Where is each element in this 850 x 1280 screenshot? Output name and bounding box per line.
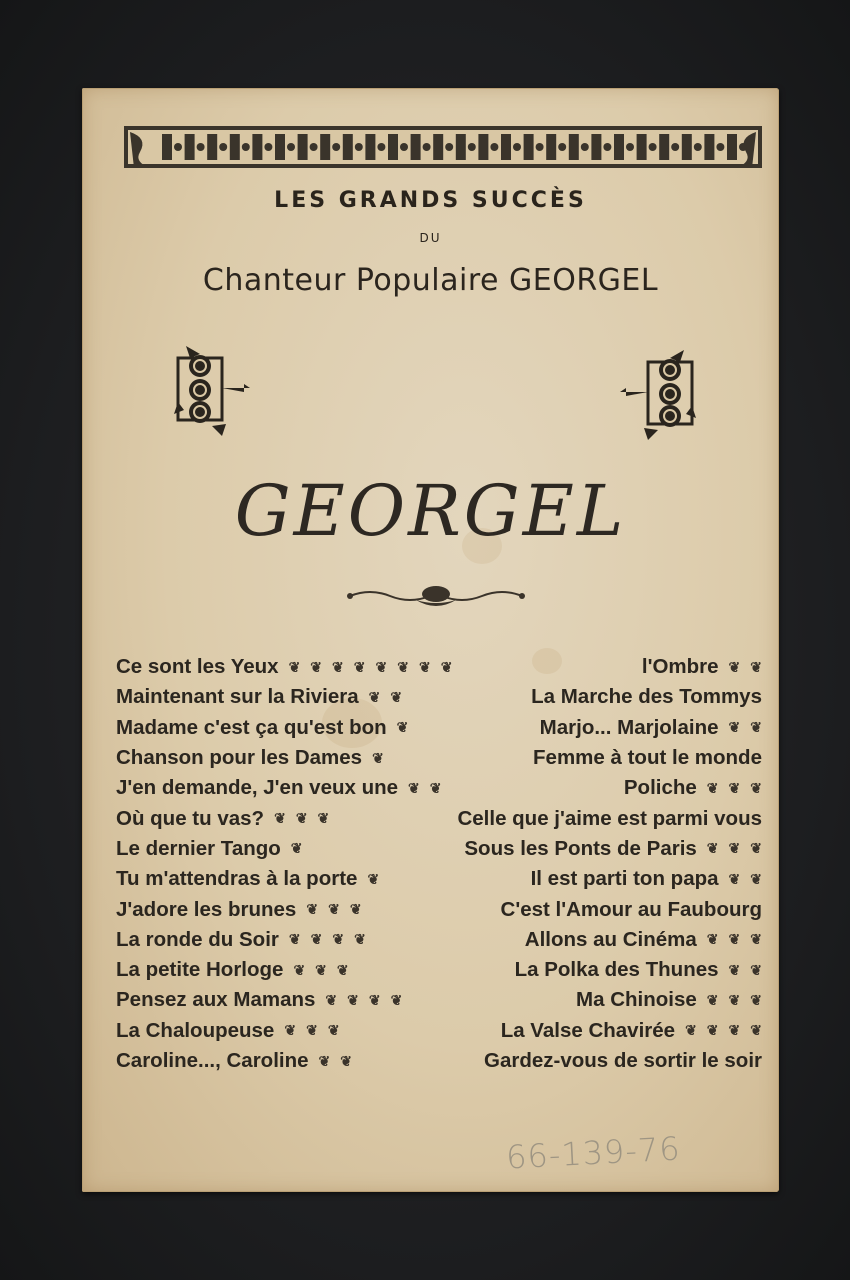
rose-ornament-right [616, 346, 698, 442]
song-title-left: Le dernier Tango [116, 836, 281, 860]
leaf-ornament-icon: ❦ [310, 658, 323, 675]
leaf-ornament-icon: ❦ [429, 779, 442, 796]
song-left-group [116, 1049, 352, 1073]
song-left-group [116, 958, 349, 982]
song-title-left: La petite Horloge [116, 958, 284, 982]
song-title-right: l'Ombre [641, 655, 719, 679]
rose-ornament-left [172, 342, 254, 438]
song-right-group [457, 807, 762, 831]
leaf-ornament-icon: ❦ [290, 840, 303, 857]
leaf-ornament-icon: ❦ [750, 961, 762, 978]
song-right-group [576, 988, 762, 1012]
leaf-ornament-icon: ❦ [728, 931, 741, 948]
leaf-ornament-icon: ❦ [728, 840, 741, 857]
leaf-ornament-icon: ❦ [295, 810, 308, 827]
song-title-right: Allons au Cinéma [524, 927, 697, 951]
leaf-ornament-icon: ❦ [347, 991, 359, 1008]
leaf-ornament-icon: ❦ [327, 1022, 340, 1039]
song-row [116, 834, 762, 864]
leaf-ornament-icon: ❦ [418, 658, 431, 675]
leaf-ornament-icon: ❦ [317, 810, 330, 827]
song-left-group [116, 776, 442, 800]
song-title-right: Gardez-vous de sortir le soir [484, 1049, 762, 1072]
song-row [116, 713, 762, 743]
song-right-group [501, 898, 762, 922]
leaf-ornament-icon: ❦ [367, 870, 380, 887]
main-title: GEORGEL [234, 470, 627, 552]
song-left-group [116, 685, 402, 709]
song-left-group [116, 655, 452, 679]
leaf-ornament-icon: ❦ [368, 688, 381, 705]
leaf-ornament-icon: ❦ [353, 658, 366, 675]
leaf-ornament-icon: ❦ [750, 779, 762, 796]
ornamental-banner [124, 124, 762, 170]
leaf-ornament-icon: ❦ [349, 901, 362, 918]
leaf-ornament-icon: ❦ [728, 719, 741, 736]
song-right-group [515, 958, 762, 982]
song-title-right: Il est parti ton papa [530, 867, 719, 891]
leaf-ornament-icon: ❦ [728, 658, 741, 675]
song-row [116, 1046, 762, 1076]
song-title-right: Marjo... Marjolaine [539, 715, 719, 739]
header-top-line: LES GRANDS SUCCÈS [274, 188, 587, 213]
song-title-left: Caroline..., Caroline [116, 1049, 309, 1072]
song-right-group [533, 746, 762, 770]
song-title-right: C'est l'Amour au Faubourg [500, 897, 762, 921]
leaf-ornament-icon: ❦ [274, 810, 286, 827]
leaf-ornament-icon: ❦ [706, 931, 719, 948]
leaf-ornament-icon: ❦ [310, 931, 323, 948]
song-title-right: La Polka des Thunes [514, 958, 719, 982]
leaf-ornament-icon: ❦ [750, 931, 762, 948]
song-row [116, 985, 762, 1015]
leaf-ornament-icon: ❦ [728, 1022, 741, 1039]
song-right-group [531, 685, 762, 709]
song-title-left: J'adore les brunes [116, 897, 297, 921]
song-right-group [501, 1019, 762, 1043]
leaf-ornament-icon: ❦ [306, 901, 319, 918]
song-row [116, 682, 762, 712]
song-left-group [116, 746, 384, 770]
leaf-ornament-icon: ❦ [706, 1022, 719, 1039]
song-left-group [116, 1019, 340, 1043]
song-right-group [531, 867, 762, 891]
song-right-group [464, 837, 762, 861]
header-subtitle: Chanteur Populaire GEORGEL [202, 263, 659, 298]
song-row [116, 894, 762, 924]
leaf-ornament-icon: ❦ [306, 1022, 318, 1039]
song-left-group [116, 928, 366, 952]
leaf-ornament-icon: ❦ [336, 961, 349, 978]
song-left-group [116, 898, 362, 922]
leaf-ornament-icon: ❦ [408, 779, 420, 796]
leaf-ornament-icon: ❦ [440, 658, 453, 675]
leaf-ornament-icon: ❦ [315, 961, 327, 978]
leaf-ornament-icon: ❦ [728, 991, 741, 1008]
song-sheet [82, 88, 779, 1192]
leaf-ornament-icon: ❦ [728, 961, 741, 978]
leaf-ornament-icon: ❦ [706, 840, 719, 857]
leaf-ornament-icon: ❦ [390, 688, 403, 705]
song-title-right: Femme à tout le monde [533, 746, 762, 770]
leaf-ornament-icon: ❦ [396, 719, 409, 736]
song-left-group [116, 867, 379, 891]
song-row [116, 652, 762, 682]
flourish-divider [346, 580, 526, 612]
leaf-ornament-icon: ❦ [728, 779, 741, 796]
song-title-right: La Marche des Tommys [531, 685, 762, 709]
song-row [116, 743, 762, 773]
leaf-ornament-icon: ❦ [318, 1052, 331, 1069]
song-right-group [525, 928, 762, 952]
song-right-group [484, 1049, 762, 1073]
song-left-group [116, 837, 303, 861]
leaf-ornament-icon: ❦ [750, 840, 762, 857]
song-title-left: Pensez aux Mamans [116, 988, 316, 1012]
leaf-ornament-icon: ❦ [397, 658, 409, 675]
song-right-group [624, 776, 762, 800]
song-title-right: Poliche [623, 776, 697, 800]
song-title-right: Sous les Ponts de Paris [464, 836, 697, 860]
leaf-ornament-icon: ❦ [284, 1022, 297, 1039]
leaf-ornament-icon: ❦ [328, 901, 340, 918]
leaf-ornament-icon: ❦ [332, 931, 345, 948]
leaf-ornament-icon: ❦ [288, 931, 301, 948]
leaf-ornament-icon: ❦ [750, 991, 762, 1008]
song-title-left: Où que tu vas? [116, 806, 265, 830]
leaf-ornament-icon: ❦ [706, 991, 719, 1008]
song-title-left: Chanson pour les Dames [116, 746, 363, 770]
song-row [116, 864, 762, 894]
leaf-ornament-icon: ❦ [728, 870, 741, 887]
song-title-right: Celle que j'aime est parmi vous [457, 806, 762, 830]
leaf-ornament-icon: ❦ [368, 991, 381, 1008]
leaf-ornament-icon: ❦ [390, 991, 403, 1008]
song-title-left: J'en demande, J'en veux une [116, 776, 399, 800]
leaf-ornament-icon: ❦ [332, 658, 344, 675]
song-left-group [116, 716, 408, 740]
archive-number: 66-139-76 [505, 1129, 682, 1177]
song-title-left: Maintenant sur la Riviera [116, 685, 359, 709]
leaf-ornament-icon: ❦ [750, 870, 762, 887]
song-title-left: Madame c'est ça qu'est bon [116, 715, 387, 739]
song-title-right: La Valse Chavirée [500, 1018, 676, 1042]
leaf-ornament-icon: ❦ [750, 719, 762, 736]
leaf-ornament-icon: ❦ [706, 779, 719, 796]
leaf-ornament-icon: ❦ [325, 991, 338, 1008]
song-right-group [540, 716, 762, 740]
song-row [116, 925, 762, 955]
song-title-left: Ce sont les Yeux [116, 655, 279, 679]
leaf-ornament-icon: ❦ [750, 1022, 762, 1039]
song-title-right: Ma Chinoise [576, 988, 697, 1012]
song-list [116, 652, 762, 1076]
leaf-ornament-icon: ❦ [354, 931, 366, 948]
song-title-left: Tu m'attendras à la porte [116, 867, 358, 891]
song-title-left: La ronde du Soir [116, 927, 279, 951]
song-row [116, 955, 762, 985]
leaf-ornament-icon: ❦ [372, 749, 384, 766]
header-du: DU [419, 231, 442, 245]
song-row [116, 1016, 762, 1046]
song-row [116, 773, 762, 803]
song-title-left: La Chaloupeuse [116, 1018, 275, 1042]
song-left-group [116, 807, 329, 831]
leaf-ornament-icon: ❦ [293, 961, 306, 978]
leaf-ornament-icon: ❦ [375, 658, 388, 675]
leaf-ornament-icon: ❦ [750, 658, 762, 675]
leaf-ornament-icon: ❦ [685, 1022, 697, 1039]
song-row [116, 803, 762, 833]
song-right-group [642, 655, 762, 679]
song-left-group [116, 988, 402, 1012]
leaf-ornament-icon: ❦ [288, 658, 301, 675]
leaf-ornament-icon: ❦ [340, 1052, 352, 1069]
